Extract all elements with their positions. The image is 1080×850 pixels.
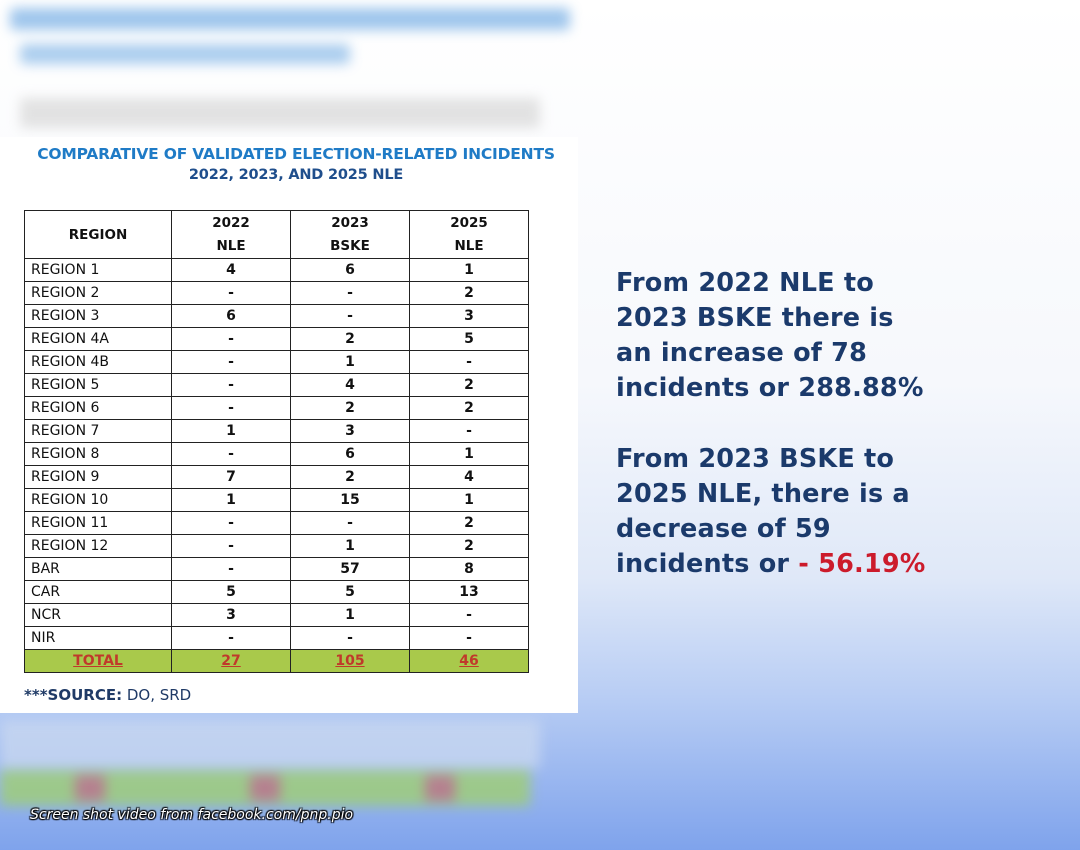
value-2022-cell: -	[172, 558, 291, 581]
region-cell: REGION 10	[25, 489, 172, 512]
value-2022-cell: -	[172, 512, 291, 535]
table-header-row	[25, 211, 529, 259]
header-2023	[291, 211, 410, 259]
table-row	[25, 489, 529, 512]
value-2023-cell: 57	[291, 558, 410, 581]
total-row	[25, 650, 529, 673]
increase-statement	[616, 266, 1056, 406]
value-2025-cell: 5	[410, 328, 529, 351]
value-2025-cell: 2	[410, 535, 529, 558]
incidents-table	[24, 210, 529, 673]
blurred-header-row	[20, 98, 540, 128]
value-2022-cell: 6	[172, 305, 291, 328]
value-2023-cell: -	[291, 512, 410, 535]
value-2023-cell: 2	[291, 466, 410, 489]
table-row	[25, 374, 529, 397]
header-2023-type: BSKE	[330, 237, 370, 254]
value-2022-cell: 5	[172, 581, 291, 604]
region-cell: REGION 12	[25, 535, 172, 558]
value-2023-cell: 6	[291, 443, 410, 466]
region-cell: REGION 9	[25, 466, 172, 489]
table-row	[25, 581, 529, 604]
region-cell: NIR	[25, 627, 172, 650]
blurred-cell	[425, 775, 455, 801]
region-cell: REGION 2	[25, 282, 172, 305]
value-2022-cell: -	[172, 351, 291, 374]
region-cell: REGION 7	[25, 420, 172, 443]
value-2025-cell: 1	[410, 259, 529, 282]
total-label: TOTAL	[25, 650, 172, 673]
value-2022-cell: -	[172, 627, 291, 650]
table-row	[25, 282, 529, 305]
statement-prefix: incidents or	[616, 549, 799, 579]
value-2022-cell: -	[172, 374, 291, 397]
total-2025: 46	[410, 650, 529, 673]
header-2023-year: 2023	[331, 214, 369, 231]
table-row	[25, 627, 529, 650]
statement-line: 2023 BSKE there is	[616, 303, 894, 333]
value-2022-cell: -	[172, 282, 291, 305]
value-2023-cell: 1	[291, 604, 410, 627]
region-cell: REGION 6	[25, 397, 172, 420]
screenshot-caption: Screen shot video from facebook.com/pnp.pio	[30, 807, 354, 823]
incident-table-slide	[0, 137, 578, 713]
value-2023-cell: 5	[291, 581, 410, 604]
value-2022-cell: -	[172, 328, 291, 351]
value-2022-cell: 3	[172, 604, 291, 627]
value-2025-cell: 2	[410, 374, 529, 397]
table-row	[25, 558, 529, 581]
total-2023: 105	[291, 650, 410, 673]
blurred-table-rows	[0, 720, 540, 768]
table-row	[25, 535, 529, 558]
region-cell: CAR	[25, 581, 172, 604]
value-2022-cell: -	[172, 397, 291, 420]
region-cell: REGION 3	[25, 305, 172, 328]
value-2022-cell: 1	[172, 489, 291, 512]
statement-line: 2025 NLE, there is a	[616, 479, 910, 509]
statement-line: From 2022 NLE to	[616, 268, 874, 298]
total-2022: 27	[172, 650, 291, 673]
source-label: ***SOURCE:	[24, 686, 123, 704]
region-cell: REGION 4A	[25, 328, 172, 351]
table-row	[25, 397, 529, 420]
header-2022-year: 2022	[212, 214, 250, 231]
table-row	[25, 351, 529, 374]
header-2025	[410, 211, 529, 259]
region-cell: REGION 8	[25, 443, 172, 466]
slide-subtitle: 2022, 2023, AND 2025 NLE	[188, 167, 404, 183]
value-2023-cell: 1	[291, 351, 410, 374]
source-note	[24, 686, 191, 704]
header-2025-type: NLE	[454, 237, 484, 254]
region-cell: BAR	[25, 558, 172, 581]
value-2022-cell: 1	[172, 420, 291, 443]
value-2025-cell: 2	[410, 397, 529, 420]
table-body	[25, 259, 529, 673]
statement-line: From 2023 BSKE to	[616, 444, 895, 474]
blurred-subtitle-bar	[20, 44, 350, 64]
blurred-title-bar	[10, 8, 570, 30]
value-2023-cell: 2	[291, 397, 410, 420]
table-row	[25, 420, 529, 443]
header-2025-year: 2025	[450, 214, 488, 231]
decrease-percentage: - 56.19%	[798, 549, 926, 579]
region-cell: REGION 4B	[25, 351, 172, 374]
value-2022-cell: -	[172, 535, 291, 558]
table-row	[25, 604, 529, 627]
statement-line: decrease of 59	[616, 514, 831, 544]
value-2025-cell: 2	[410, 282, 529, 305]
value-2022-cell: 4	[172, 259, 291, 282]
header-region: REGION	[25, 211, 172, 259]
value-2023-cell: 4	[291, 374, 410, 397]
table-row	[25, 259, 529, 282]
value-2025-cell: 1	[410, 443, 529, 466]
value-2022-cell: -	[172, 443, 291, 466]
table-row	[25, 512, 529, 535]
value-2025-cell: 8	[410, 558, 529, 581]
region-cell: REGION 1	[25, 259, 172, 282]
value-2025-cell: -	[410, 604, 529, 627]
value-2025-cell: -	[410, 627, 529, 650]
blurred-cell	[75, 775, 105, 801]
statement-line: incidents or 288.88%	[616, 373, 924, 403]
table-row	[25, 305, 529, 328]
blurred-cell	[250, 775, 280, 801]
decrease-statement	[616, 442, 1056, 582]
header-2022	[172, 211, 291, 259]
value-2023-cell: -	[291, 305, 410, 328]
table-row	[25, 466, 529, 489]
region-cell: NCR	[25, 604, 172, 627]
value-2025-cell: -	[410, 351, 529, 374]
table-row	[25, 443, 529, 466]
region-cell: REGION 11	[25, 512, 172, 535]
statement-line: an increase of 78	[616, 338, 868, 368]
region-cell: REGION 5	[25, 374, 172, 397]
value-2025-cell: 2	[410, 512, 529, 535]
value-2023-cell: 3	[291, 420, 410, 443]
source-value: DO, SRD	[122, 686, 192, 704]
statement-line	[616, 547, 1056, 582]
value-2023-cell: -	[291, 627, 410, 650]
value-2023-cell: 6	[291, 259, 410, 282]
value-2023-cell: 1	[291, 535, 410, 558]
value-2023-cell: 2	[291, 328, 410, 351]
value-2023-cell: -	[291, 282, 410, 305]
header-2022-type: NLE	[216, 237, 246, 254]
value-2022-cell: 7	[172, 466, 291, 489]
slide-title: COMPARATIVE OF VALIDATED ELECTION-RELATED INCIDENTS	[37, 145, 555, 163]
value-2025-cell: 4	[410, 466, 529, 489]
value-2023-cell: 15	[291, 489, 410, 512]
value-2025-cell: 13	[410, 581, 529, 604]
value-2025-cell: 3	[410, 305, 529, 328]
value-2025-cell: -	[410, 420, 529, 443]
value-2025-cell: 1	[410, 489, 529, 512]
table-row	[25, 328, 529, 351]
